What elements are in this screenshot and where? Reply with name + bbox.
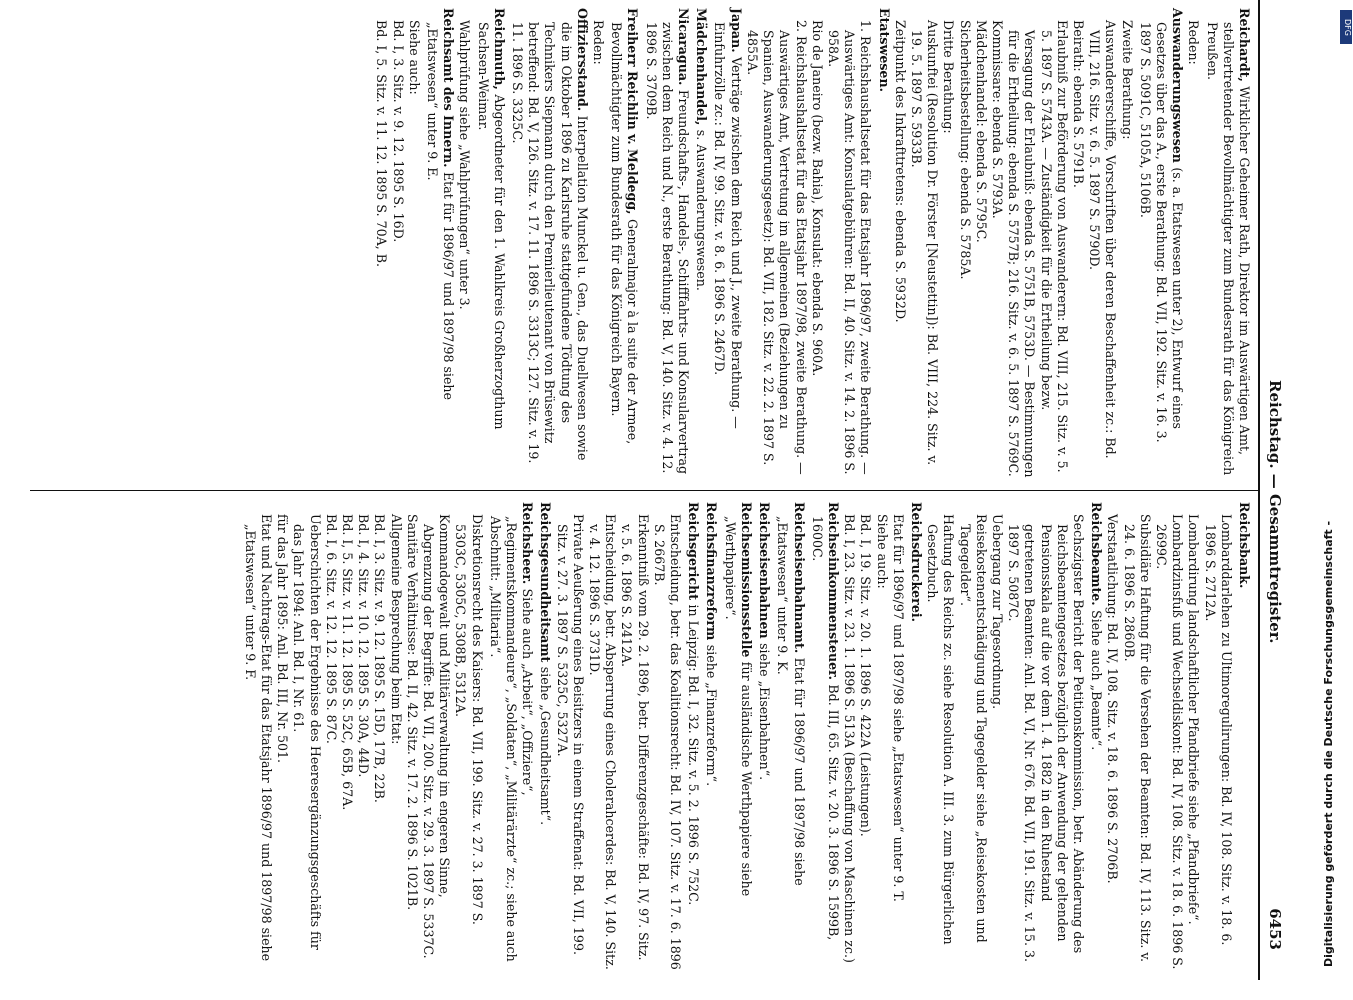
index-entry bbox=[693, 8, 709, 478]
entry-text: Reden: bbox=[591, 20, 607, 65]
index-entry bbox=[873, 502, 889, 972]
index-entry bbox=[290, 502, 322, 972]
entry-headword: Reichsemissionsstelle bbox=[738, 502, 754, 662]
index-entry bbox=[387, 502, 403, 972]
entry-text: Generalmajor à la suite der Armee, Bevollmächtigter zum Bundesrath für das Königreich Bayern. bbox=[609, 22, 641, 445]
index-entry bbox=[339, 502, 355, 972]
index-entry bbox=[774, 502, 806, 972]
entry-text: Zeitpunkt des Inkrafttretens: ebenda S. 5932D. bbox=[892, 20, 908, 323]
entry-text: Etat für 1896/97 und 1897/98 siehe „Etatswesen“ unter 9. E. bbox=[425, 22, 457, 400]
index-entry bbox=[1201, 502, 1233, 972]
entry-headword: Reichsgericht bbox=[686, 502, 702, 605]
entry-headword: Mädchenhandel, bbox=[694, 8, 710, 130]
index-entry bbox=[1118, 8, 1134, 478]
index-entry bbox=[456, 8, 472, 478]
page-header bbox=[1262, 0, 1284, 980]
page-number: 6453 bbox=[1266, 908, 1284, 950]
entry-text: Verträge zwischen dem Reich und J., zweite Berathung. — Einfuhrzölle zc.: Bd. IV, 99. Sitz. v. 8. 6. 1896 S. 2467D. bbox=[712, 22, 744, 429]
index-entry bbox=[420, 502, 452, 972]
index-entry bbox=[841, 502, 857, 972]
entry-text: Bd. I, 19. Sitz. v. 20. 1. 1896 S. 422A (Leistungen). bbox=[858, 514, 874, 837]
entry-text: Siehe auch „Arbeit“, „Offiziere“, „Regimentskommandeure“, „Soldaten“, „Militärärzte“ zc.; siehe auch Abschnitt: „Militaria“. bbox=[487, 516, 536, 962]
entry-headword: Nicaragua. bbox=[676, 8, 692, 90]
entry-text: Bd. III, 65. Sitz. v. 20. 3. 1896 S. 1599B, 1600C. bbox=[809, 516, 841, 941]
index-entry bbox=[242, 502, 274, 972]
left-column bbox=[373, 8, 1252, 478]
index-entry bbox=[744, 8, 809, 478]
index-entry bbox=[371, 502, 387, 972]
entry-text: Bd. I, 5. Sitz. v. 11. 12. 1895 S. 70A, B. bbox=[374, 20, 390, 267]
entry-text: Wahlprüfung siehe „Wahlprüfungen“ unter 3. bbox=[457, 20, 473, 310]
index-entry bbox=[875, 8, 891, 478]
entry-text: Zweite Berathung: bbox=[1119, 20, 1135, 140]
entry-text: siehe „Eisenbahnen“. bbox=[757, 643, 773, 781]
index-entry bbox=[509, 8, 590, 478]
entry-text: s. Auswanderungswesen. bbox=[694, 129, 710, 291]
entry-text: Lombarddarlehen zu Ultimoregulirungen: Bd. IV, 108. Sitz. v. 18. 6. 1896 S. 2712A. bbox=[1202, 514, 1234, 946]
entry-text: Siehe auch: bbox=[874, 514, 890, 589]
index-entry bbox=[1070, 8, 1086, 478]
dfg-logo-badge: DFG bbox=[1340, 10, 1352, 44]
column-divider bbox=[30, 490, 1260, 491]
entry-text: Ueberschichten der Ergebnisse des Heeresergänzungsgeschäfts für das Jahr 1894: Anl. Bd. I, Nr. 61. bbox=[291, 514, 323, 950]
entry-text: Freundschafts-, Handels-, Schifffahrts- und Konsularvertrag zwischen dem Reich und N., erste Berathung: Bd. V, 140. Sitz. v. 4. 12. 1896 S. 3709B. bbox=[643, 22, 692, 475]
index-entry bbox=[908, 8, 940, 478]
entry-text: Diskretionsrecht des Kaisers: Bd. VII, 199. Sitz. v. 27. 3. 1897 S. 5303C, 5305C, 5308B, 5312A. bbox=[453, 514, 485, 925]
entry-headword: Reichardt, bbox=[1237, 8, 1252, 87]
entry-text: Auswandererschiffe, Vorschriften über deren Beschaffenheit zc.: Bd. VIII, 216. Sitz. v. 6. 5. 1897 S. 5790D. bbox=[1087, 20, 1119, 459]
entry-text: Kommissare: ebenda S. 5793A. bbox=[989, 20, 1005, 219]
index-entry bbox=[1153, 502, 1185, 972]
index-entry bbox=[1120, 502, 1152, 972]
entry-text: Mädchenhandel: ebenda S. 5795C. bbox=[973, 20, 989, 243]
entry-text: Subsidiäre Haftung für die Versehen der Beamten: Bd. IV, 113. Sitz. v. 24. 6. 1896 S. 2860B. bbox=[1121, 514, 1153, 962]
entry-text: Erlaubniß zur Beförderung von Auswanderern: Bd. VIII, 215. Sitz. v. 5. 5. 1897 S. 5743A. — Zuständigkeit für die Ertheilung bezw. Versagung der Erlaubniß: ebenda S. 5751B, 5753D. — Bestimmungen für die Ertheilung: ebenda S. 5757B; 216. Sitz. v. 6. 5. 1897 S. 5769C. bbox=[1006, 20, 1070, 478]
index-entry bbox=[1104, 502, 1120, 972]
index-entry bbox=[956, 502, 988, 972]
entry-text: siehe „Finanzreform“. bbox=[704, 644, 720, 787]
index-entry bbox=[1086, 8, 1118, 478]
index-entry bbox=[924, 502, 956, 972]
index-entry bbox=[487, 502, 536, 972]
index-entry bbox=[404, 502, 420, 972]
entry-headword: Reichsbank. bbox=[1237, 502, 1252, 589]
index-entry bbox=[908, 502, 924, 972]
entry-text: Sanitäre Verhältnisse: Bd. II, 42. Sitz. v. 17. 2. 1896 S. 1021B. bbox=[404, 514, 420, 911]
digitization-sidebar bbox=[1318, 10, 1352, 990]
index-entry bbox=[703, 502, 719, 972]
entry-text: Kommandogewalt und Militärverwaltung im engeren Sinne, Abgrenzung der Begriffe: Bd. VII, 200. Sitz. v. 29. 3. 1897 S. 5337C. bbox=[421, 514, 453, 959]
entry-text: Sechszigster Bericht der Petitionskommission, betr. Abänderung des Reichsbeamtengesetzes bezüglich der Anwendung der geltenden Pensionsskala auf die vor dem 1. 4. 1882 in den Ruhestand getretenen Beamten: Anl. Bd. VI, Nr. 676. Bd. VII, 191. Sitz. v. 15. 3. 1897 S. 5087C. bbox=[1006, 514, 1086, 963]
entry-text: Auskunftei (Resolution Dr. Förster [Neustettin]): Bd. VIII, 224. Sitz. v. 19. 5. 1897 S. 5933B. bbox=[908, 20, 941, 466]
entry-text: Dritte Berathung: bbox=[941, 20, 957, 134]
index-entry bbox=[586, 502, 618, 972]
entry-text: für das Jahr 1895: Anl. Bd. III, Nr. 501. bbox=[275, 514, 291, 764]
entry-text: Siehe auch: bbox=[406, 20, 422, 95]
entry-text: Etat und Nachtrags-Etat für das Etatsjahr 1896/97 und 1897/98 siehe „Etatswesen“ unter 9. F. bbox=[242, 514, 275, 962]
entry-text: Rio de Janeiro (bezw. Bahia), Konsulat: ebenda S. 960A. bbox=[809, 20, 825, 377]
index-entry bbox=[474, 8, 506, 478]
entry-text: Bd. I, 3. Sitz. v. 9. 12. 1895 S. 16D. bbox=[390, 20, 406, 243]
entry-text: Abgeordneter für den 1. Wahlkreis Großherzogthum Sachsen-Weimar. bbox=[475, 22, 507, 430]
entry-text: Lombardirung landschaftlicher Pfandbriefe siehe „Pfandbriefe“. bbox=[1186, 514, 1202, 925]
entry-headword: Reichsfinanzreform bbox=[704, 502, 720, 645]
index-entry bbox=[553, 502, 585, 972]
index-entry bbox=[642, 8, 691, 478]
entry-headword: Reichsdruckerei. bbox=[908, 502, 924, 622]
index-entry bbox=[1236, 502, 1252, 972]
entry-text: Entscheidung, betr. das Koalitionsrecht: Bd. IV, 107. Sitz. v. 17. 6. 1896 S. 2667B. bbox=[651, 514, 684, 970]
entry-text: Reden: bbox=[1186, 20, 1202, 65]
entry-text: Erkenntniß vom 29. 2. 1896, betr. Differenzgeschäfte: Bd. IV, 97. Sitz. v. 5. 6. 1896 S. 2412A. bbox=[619, 514, 651, 961]
entry-text: Private Aeußerung eines Beisitzers in einem Straffenat: Bd. VII, 199. Sitz. v. 27. 3. 1897 S. 5325C, 5327A. bbox=[554, 514, 586, 955]
entry-text: Sicherheitsbestellung: ebenda S. 5785A. bbox=[957, 20, 973, 280]
index-entry bbox=[1088, 502, 1104, 972]
index-entry bbox=[424, 8, 456, 478]
entry-text: Haftung des Reichs zc. siehe Resolution A. III. 3. zum Bürgerlichen Gesetzbuch. bbox=[925, 514, 957, 945]
index-entry bbox=[274, 502, 290, 972]
entry-text: Bd. I, 6. Sitz. v. 12. 12. 1895 S. 87C. bbox=[323, 514, 339, 744]
entry-text: Bd. I, 4. Sitz. v. 10. 12. 1895 S. 30A, 44D. bbox=[356, 514, 372, 778]
index-entry bbox=[1137, 8, 1186, 478]
entry-text: (s. a. Etatswesen unter 2), Entwurf eines Gesetzes über das A., erste Berathung: Bd. VII, 192. Sitz. v. 16. 3. 1897 S. 5091C, 5105A, 5106B. bbox=[1137, 22, 1186, 443]
entry-headword: Reichmuth, bbox=[491, 8, 507, 95]
right-column bbox=[242, 502, 1252, 972]
index-entry bbox=[956, 8, 972, 478]
index-entry bbox=[711, 8, 743, 478]
index-entry bbox=[323, 502, 339, 972]
entry-headword: Reichseisenbahnen bbox=[757, 502, 773, 644]
index-entry bbox=[892, 8, 908, 478]
entry-text: Wirklicher Geheimer Rath, Direktor im Auswärtigen Amt, stellvertretender Bevollmächtigter zum Bundesrath für das Königreich Preußen. bbox=[1204, 22, 1252, 476]
index-entry bbox=[590, 8, 606, 478]
entry-headword: Offiziersstand. bbox=[574, 8, 590, 116]
index-entry bbox=[890, 502, 906, 972]
entry-text: Interpellation Munckel u. Gen., das Duellwesen sowie die im Oktober 1896 zu Karlsruhe stattgefundene Tödtung des Technikers Siepmann durch den Premierlieutenant von Brüsewitz betreffend: Bd. V, 126. Sitz. v. 17. 11. 1896 S. 3313C; 127. Sitz. v. 19. 11. 1896 S. 3325C. bbox=[510, 22, 590, 464]
entry-text: Uebergang zur Tagesordnung. bbox=[989, 514, 1005, 710]
index-entry bbox=[618, 502, 650, 972]
index-entry bbox=[825, 8, 874, 478]
index-entry bbox=[608, 8, 640, 478]
index-entry bbox=[373, 8, 389, 478]
index-entry bbox=[651, 502, 683, 972]
index-entry bbox=[1203, 8, 1252, 478]
index-entry bbox=[406, 8, 422, 478]
entry-headword: Japan. bbox=[728, 8, 744, 58]
index-entry bbox=[989, 8, 1005, 478]
entry-text: Bd. I, 5. Sitz. v. 11. 12. 1895 S. 52C, 65B, 67A. bbox=[340, 514, 356, 811]
entry-headword: Freiherr Reichlin v. Meldegg, bbox=[625, 8, 641, 219]
entry-text: in Leipzig: Bd. I, 32. Sitz. v. 5. 2. 1896 S. 752C. bbox=[686, 604, 702, 906]
entry-text: 2. Reichshaushaltsetat für das Etatsjahr 1897/98, zweite Berathung. — Auswärtiges Amt, Vertretung im allgemeinen (Beziehungen zu Spanien, Auswanderungsgesetz): Bd. VII, 182. Sitz. v. 22. 2. 1897 S. 4855A. bbox=[744, 20, 809, 475]
entry-headword: Etatswesen. bbox=[876, 8, 892, 92]
entry-text: Siehe auch „Beamte“. bbox=[1089, 610, 1105, 751]
entry-text: Bd. I, 23. Sitz. v. 23. 1. 1896 S. 513A (Beschaffung von Maschinen zc.) bbox=[842, 514, 858, 963]
entry-headword: Reichseinkommensteuer. bbox=[825, 502, 841, 685]
index-entry bbox=[685, 502, 701, 972]
digitization-credit: Digitalisierung gefördert durch die Deutsche Forschungsgemeinschaft - bbox=[1322, 520, 1335, 967]
index-entry bbox=[940, 8, 956, 478]
entry-headword: Auswanderungswesen bbox=[1170, 8, 1186, 168]
index-entry bbox=[1005, 8, 1070, 478]
entry-headword: Reichsheer. bbox=[520, 502, 536, 589]
entry-text: Etat für 1896/97 und 1897/98 siehe „Etatswesen“ unter 9. K. bbox=[775, 516, 807, 886]
index-entry bbox=[809, 502, 841, 972]
index-entry bbox=[537, 502, 553, 972]
entry-text: Entscheidung, betr. Absperrung eines Cholerahcerdes: Bd. V, 140. Sitz. v. 4. 12. 1896 S. 3731D. bbox=[587, 514, 619, 970]
entry-headword: Reichseisenbahnamt. bbox=[791, 502, 807, 658]
entry-text: Reisekostenentschädigung und Tagegelder siehe „Reisekosten und Tagegelder“. bbox=[957, 514, 989, 943]
index-entry bbox=[857, 502, 873, 972]
index-entry bbox=[1185, 8, 1201, 478]
entry-headword: Reichsamt des Innern. bbox=[441, 8, 457, 172]
index-entry bbox=[389, 8, 405, 478]
index-entry bbox=[1005, 502, 1086, 972]
entry-text: siehe „Gesundheitsamt“. bbox=[538, 666, 554, 826]
index-entry bbox=[809, 8, 825, 478]
index-entry bbox=[722, 502, 754, 972]
index-entry bbox=[756, 502, 772, 972]
entry-headword: Reichsgesundheitsamt bbox=[538, 502, 554, 667]
running-title: Reichstag. — Gesammtregister. bbox=[1266, 380, 1284, 644]
index-entry bbox=[1185, 502, 1201, 972]
entry-text: Bd. I, 3. Sitz. v. 9. 12. 1895 S. 15D, 17B, 22B. bbox=[372, 514, 388, 803]
index-entry bbox=[989, 502, 1005, 972]
entry-text: 1. Reichshaushaltsetat für das Etatsjahr 1896/97, zweite Berathung. — Auswärtiges Amt: Konsulatgebühren: Bd. II, 40. Sitz. v. 14. 2. 1896 S. 958A. bbox=[825, 20, 874, 475]
entry-text: Verstaatlichung: Bd. IV, 108. Sitz. v. 18. 6. 1896 S. 2706B. bbox=[1105, 514, 1121, 884]
index-entry bbox=[452, 502, 484, 972]
entry-text: für ausländische Werthpapiere siehe „Werthpapiere“. bbox=[722, 516, 754, 897]
entry-text: Beirath: ebenda S. 5791B. bbox=[1070, 20, 1086, 188]
entry-text: Etat für 1896/97 und 1897/98 siehe „Etatswesen“ unter 9. T. bbox=[890, 514, 906, 902]
index-entry bbox=[355, 502, 371, 972]
entry-headword: Reichsbeamte. bbox=[1089, 502, 1105, 611]
index-entry bbox=[973, 8, 989, 478]
entry-text: Lombardzinsfuß und Wechseldiskont: Bd. IV, 108. Sitz. v. 18. 6. 1896 S. 2699C. bbox=[1153, 514, 1186, 970]
entry-text: Allgemeine Besprechung beim Etat: bbox=[388, 514, 404, 745]
